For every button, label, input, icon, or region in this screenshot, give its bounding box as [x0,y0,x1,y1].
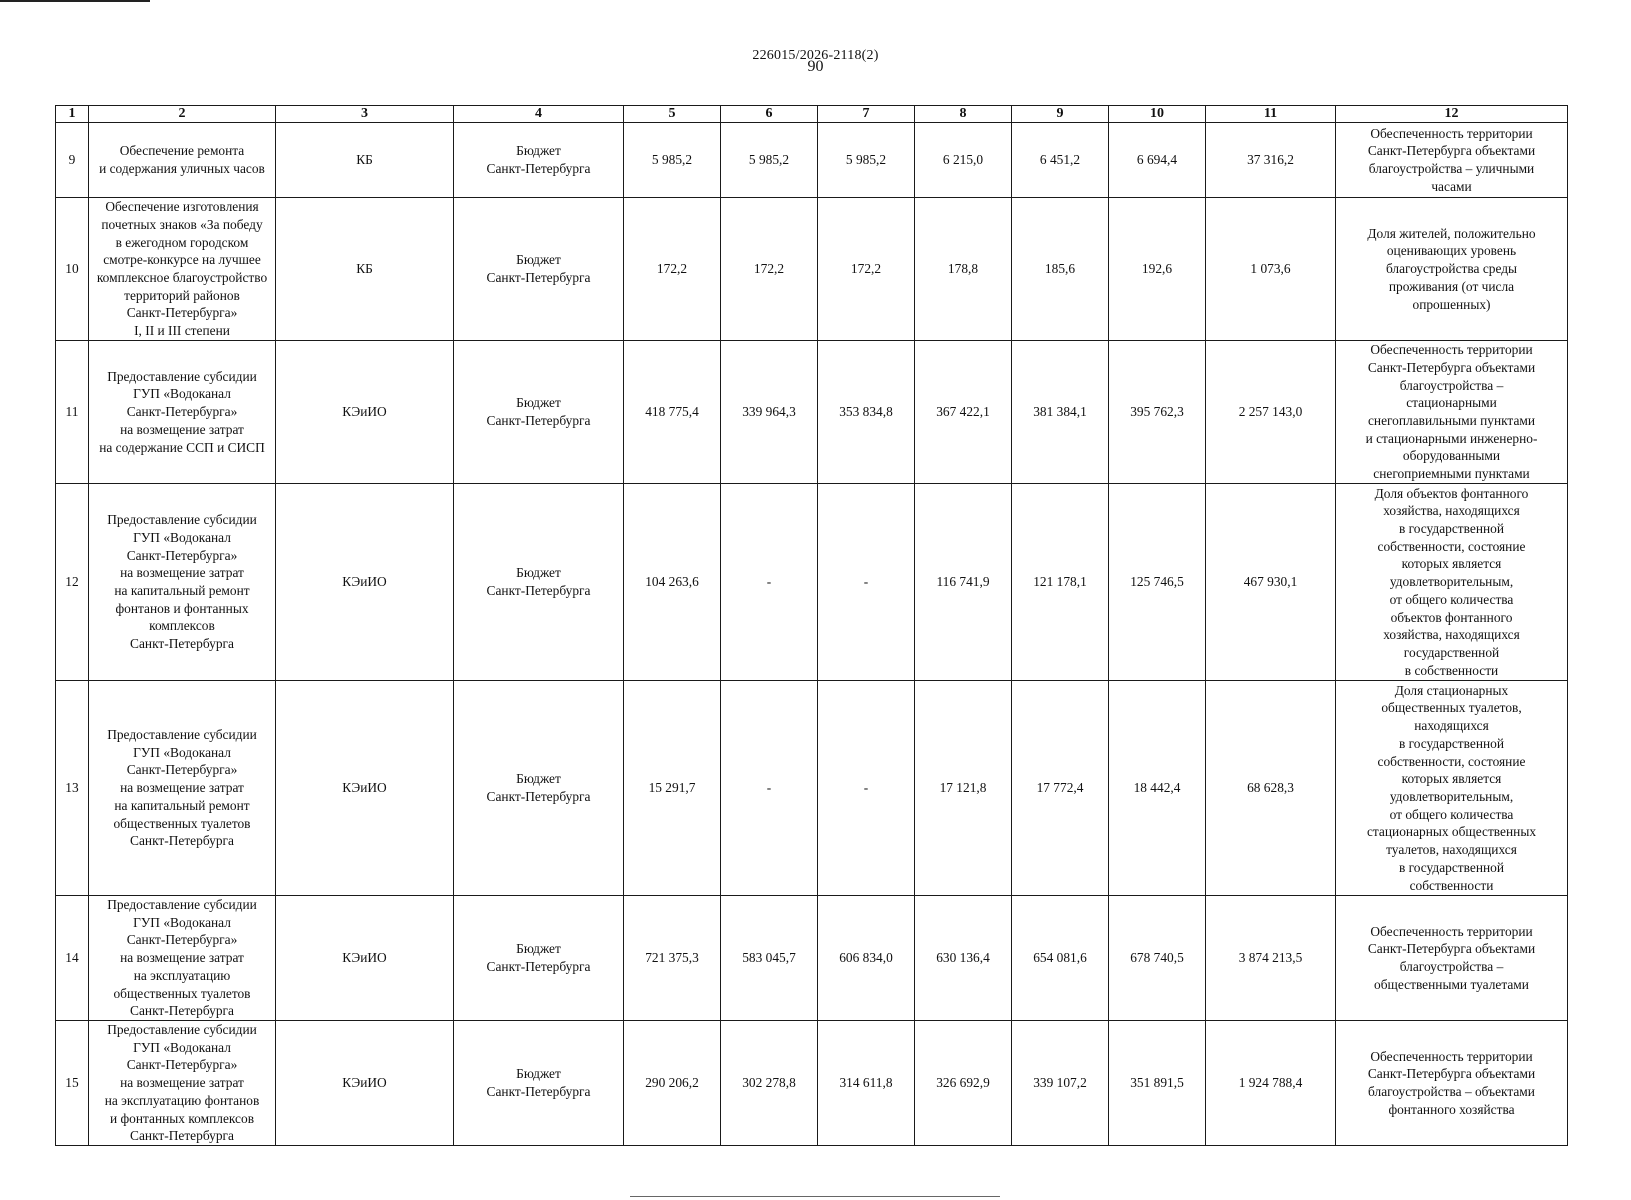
table-row [56,484,1568,681]
row-number: 15 [56,1021,89,1146]
executor: КЭиИО [276,341,454,484]
page-bottom-rule [630,1196,1000,1197]
value-cell: 104 263,6 [624,484,721,681]
value-cell: 6 694,4 [1109,123,1206,198]
value-cell: - [721,681,818,896]
executor: КЭиИО [276,681,454,896]
row-number: 9 [56,123,89,198]
value-cell: 17 121,8 [915,681,1012,896]
total-cell: 37 316,2 [1206,123,1336,198]
column-number: 12 [1336,106,1568,123]
value-cell: 5 985,2 [624,123,721,198]
value-cell: 17 772,4 [1012,681,1109,896]
indicator-cell: Обеспеченность территории Санкт-Петербурга объектами благоустройства – общественными туалетами [1336,896,1568,1021]
funding-source: Бюджет Санкт-Петербурга [454,1021,624,1146]
table-row [56,896,1568,1021]
page-number: 90 [807,58,824,75]
total-cell: 1 073,6 [1206,198,1336,341]
total-cell: 2 257 143,0 [1206,341,1336,484]
executor: КЭиИО [276,1021,454,1146]
column-number: 6 [721,106,818,123]
total-cell: 467 930,1 [1206,484,1336,681]
executor: КЭиИО [276,484,454,681]
funding-source: Бюджет Санкт-Петербурга [454,681,624,896]
funding-source: Бюджет Санкт-Петербурга [454,896,624,1021]
indicator-cell: Обеспеченность территории Санкт-Петербурга объектами благоустройства – объектами фонтанного хозяйства [1336,1021,1568,1146]
value-cell: 6 451,2 [1012,123,1109,198]
value-cell: - [721,484,818,681]
row-number: 11 [56,341,89,484]
value-cell: 185,6 [1012,198,1109,341]
value-cell: 18 442,4 [1109,681,1206,896]
activity-name: Предоставление субсидии ГУП «Водоканал Санкт-Петербурга» на возмещение затрат на эксплуатацию фонтанов и фонтанных комплексов Санкт-Петербурга [89,1021,276,1146]
value-cell: 15 291,7 [624,681,721,896]
value-cell: 302 278,8 [721,1021,818,1146]
value-cell: 172,2 [624,198,721,341]
funding-source: Бюджет Санкт-Петербурга [454,123,624,198]
row-number: 12 [56,484,89,681]
scan-corner-line [0,0,150,2]
activity-name: Предоставление субсидии ГУП «Водоканал Санкт-Петербурга» на возмещение затрат на содержание ССП и СИСП [89,341,276,484]
column-number: 11 [1206,106,1336,123]
value-cell: 381 384,1 [1012,341,1109,484]
value-cell: 116 741,9 [915,484,1012,681]
executor: КБ [276,123,454,198]
total-cell: 3 874 213,5 [1206,896,1336,1021]
value-cell: 121 178,1 [1012,484,1109,681]
value-cell: 339 107,2 [1012,1021,1109,1146]
value-cell: 326 692,9 [915,1021,1012,1146]
indicator-cell: Доля объектов фонтанного хозяйства, находящихся в государственной собственности, состояние которых является удовлетворительным, от общего количества объектов фонтанного хозяйства, находящихся государственной в собственности [1336,484,1568,681]
value-cell: 367 422,1 [915,341,1012,484]
column-number: 8 [915,106,1012,123]
row-number: 14 [56,896,89,1021]
column-number-row [56,106,1568,123]
value-cell: 353 834,8 [818,341,915,484]
funding-source: Бюджет Санкт-Петербурга [454,198,624,341]
row-number: 13 [56,681,89,896]
total-cell: 68 628,3 [1206,681,1336,896]
funding-source: Бюджет Санкт-Петербурга [454,484,624,681]
value-cell: 290 206,2 [624,1021,721,1146]
executor: КБ [276,198,454,341]
value-cell: 5 985,2 [818,123,915,198]
indicator-cell: Доля стационарных общественных туалетов, находящихся в государственной собственности, состояние которых является удовлетворительным, от общего количества стационарных общественных туалетов, находящихся в государственной собственности [1336,681,1568,896]
activity-name: Обеспечение изготовления почетных знаков «За победу в ежегодном городском смотре-конкурсе на лучшее комплексное благоустройство территорий районов Санкт-Петербурга» I, II и III степени [89,198,276,341]
activity-name: Предоставление субсидии ГУП «Водоканал Санкт-Петербурга» на возмещение затрат на капитальный ремонт общественных туалетов Санкт-Петербурга [89,681,276,896]
table-row [56,341,1568,484]
value-cell: 583 045,7 [721,896,818,1021]
value-cell: - [818,484,915,681]
column-number: 2 [89,106,276,123]
indicator-cell: Обеспеченность территории Санкт-Петербурга объектами благоустройства – уличными часами [1336,123,1568,198]
value-cell: 351 891,5 [1109,1021,1206,1146]
value-cell: 178,8 [915,198,1012,341]
value-cell: 172,2 [721,198,818,341]
value-cell: 721 375,3 [624,896,721,1021]
value-cell: 630 136,4 [915,896,1012,1021]
column-number: 7 [818,106,915,123]
column-number: 3 [276,106,454,123]
column-number: 1 [56,106,89,123]
value-cell: 314 611,8 [818,1021,915,1146]
column-number: 9 [1012,106,1109,123]
value-cell: 339 964,3 [721,341,818,484]
column-number: 5 [624,106,721,123]
value-cell: 395 762,3 [1109,341,1206,484]
value-cell: 172,2 [818,198,915,341]
row-number: 10 [56,198,89,341]
value-cell: 6 215,0 [915,123,1012,198]
value-cell: 654 081,6 [1012,896,1109,1021]
activity-name: Обеспечение ремонта и содержания уличных часов [89,123,276,198]
value-cell: 5 985,2 [721,123,818,198]
column-number: 10 [1109,106,1206,123]
value-cell: - [818,681,915,896]
value-cell: 418 775,4 [624,341,721,484]
column-number: 4 [454,106,624,123]
table-row [56,1021,1568,1146]
table-row [56,198,1568,341]
value-cell: 192,6 [1109,198,1206,341]
total-cell: 1 924 788,4 [1206,1021,1336,1146]
funding-source: Бюджет Санкт-Петербурга [454,341,624,484]
activity-name: Предоставление субсидии ГУП «Водоканал Санкт-Петербурга» на возмещение затрат на эксплуатацию общественных туалетов Санкт-Петербурга [89,896,276,1021]
table-row [56,123,1568,198]
table-row [56,681,1568,896]
activity-name: Предоставление субсидии ГУП «Водоканал Санкт-Петербурга» на возмещение затрат на капитальный ремонт фонтанов и фонтанных комплексов Санкт-Петербурга [89,484,276,681]
value-cell: 606 834,0 [818,896,915,1021]
document-id: 226015/2026-2118(2) [752,48,879,63]
program-table [55,105,1568,1146]
executor: КЭиИО [276,896,454,1021]
value-cell: 125 746,5 [1109,484,1206,681]
indicator-cell: Обеспеченность территории Санкт-Петербурга объектами благоустройства – стационарными снегоплавильными пунктами и стационарными инженерно- оборудованными снегоприемными пунктами [1336,341,1568,484]
value-cell: 678 740,5 [1109,896,1206,1021]
indicator-cell: Доля жителей, положительно оценивающих уровень благоустройства среды проживания (от числа опрошенных) [1336,198,1568,341]
